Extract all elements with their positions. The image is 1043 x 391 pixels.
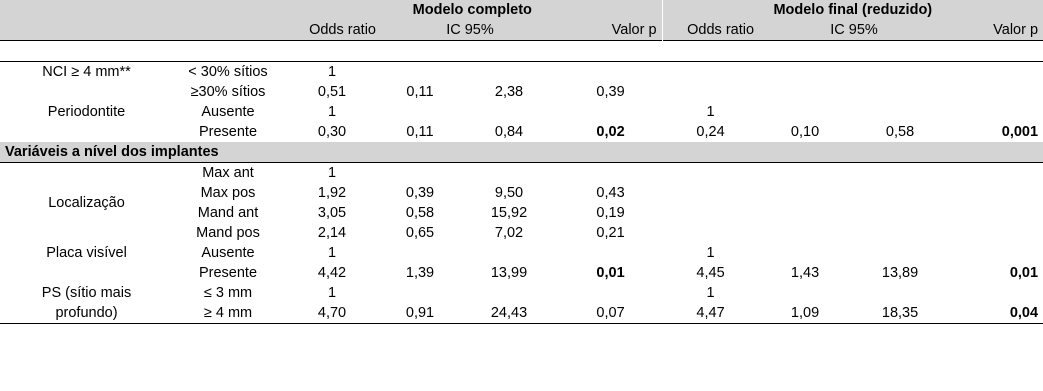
cell-hi2: 18,35 [851,303,949,324]
cell-p1: 0,07 [559,303,662,324]
cell-lo1: 0,58 [405,205,435,221]
cell-lo1: 0,91 [381,303,459,324]
cell-p1: 0,43 [596,185,625,201]
cell-hi1 [459,163,559,184]
row-sublabel: Presente [198,265,258,281]
table-row [0,102,1043,122]
cell-p1 [559,163,662,184]
col-valor-p-2: Valor p [949,20,1043,41]
cell-p2 [949,283,1043,303]
cell-or1: 1 [283,62,381,83]
cell-p2: 0,001 [1001,124,1039,140]
group-header-modelo-final: Modelo final (reduzido) [662,0,1043,20]
cell-lo2: 0,10 [790,124,820,140]
cell-lo2 [759,243,851,263]
section-title: Variáveis a nível dos implantes [0,142,1043,163]
row-sublabel: ≥30% sítios [190,84,266,100]
row-sublabel: ≥ 4 mm [173,303,283,324]
table-row [0,263,1043,283]
cell-lo1 [381,243,459,263]
cell-lo1: 0,65 [405,225,435,241]
table-row [0,62,1043,83]
cell-lo1: 1,39 [405,265,435,281]
row-sublabel: Max ant [173,163,283,184]
cell-p2 [949,62,1043,83]
cell-or2: 1 [706,285,715,301]
table-row [0,243,1043,263]
cell-hi2 [851,243,949,263]
cell-or2: 1 [706,245,715,261]
cell-p2 [949,243,1043,263]
cell-p2: 0,04 [949,303,1043,324]
cell-lo2 [759,82,851,102]
spacer-row [0,41,1043,62]
cell-hi2: 0,58 [885,124,915,140]
cell-or1: 1 [327,285,337,301]
cell-hi1: 9,50 [494,185,524,201]
table-row [0,303,1043,324]
row-sublabel: Mand pos [196,225,260,241]
cell-hi2 [851,82,949,102]
cell-lo2: 1,09 [759,303,851,324]
cell-hi2 [851,62,949,83]
col-ic95-1: IC 95% [381,20,559,41]
col-odds-ratio-1: Odds ratio [283,20,381,41]
row-label: Placa visível [46,245,127,261]
cell-p2 [949,102,1043,122]
cell-hi1 [459,62,559,83]
cell-lo2 [759,62,851,83]
cell-or1: 1 [327,245,337,261]
col-ic95-2: IC 95% [759,20,949,41]
cell-or2: 4,45 [696,265,725,281]
cell-or2: 4,47 [662,303,759,324]
cell-p1 [559,62,662,83]
cell-lo1 [381,283,459,303]
cell-lo1: 0,39 [405,185,435,201]
row-label: Periodontite [47,104,126,120]
cell-p1: 0,19 [596,205,625,221]
row-sublabel: Ausente [201,245,255,261]
cell-p1 [559,102,662,122]
row-sublabel: ≤ 3 mm [203,285,253,301]
header-columns-row [0,20,1043,41]
cell-lo1 [381,102,459,122]
cell-or2 [662,82,759,102]
cell-hi1: 15,92 [490,205,528,221]
cell-hi1: 7,02 [494,225,524,241]
cell-p1: 0,39 [596,84,625,100]
cell-p1: 0,02 [596,124,625,140]
row-sublabel: Ausente [201,104,255,120]
group-header-modelo-completo: Modelo completo [283,0,662,20]
cell-lo1 [381,62,459,83]
cell-p2 [949,82,1043,102]
cell-or1: 4,42 [317,265,347,281]
cell-or1: 2,14 [317,225,347,241]
header-group-row [0,0,1043,20]
cell-hi2: 13,89 [881,265,919,281]
row-sublabel: Mand ant [197,205,259,221]
cell-p1: 0,01 [596,265,625,281]
cell-lo1: 0,11 [406,84,434,100]
cell-p1 [559,243,662,263]
cell-lo2: 1,43 [790,265,820,281]
cell-hi2 [851,102,949,122]
cell-or1: 1 [327,104,337,120]
cell-hi1 [459,243,559,263]
cell-lo1 [381,163,459,184]
cell-p1: 0,21 [596,225,625,241]
cell-or1: 0,30 [317,124,347,140]
table-row [0,82,1043,102]
cell-lo2 [759,102,851,122]
cell-or1: 1 [283,163,381,184]
row-label-line2: profundo) [0,303,173,324]
row-sublabel: Presente [198,124,258,140]
row-label-line1: PS (sítio mais [41,285,132,301]
cell-hi1: 13,99 [490,265,528,281]
cell-or2 [662,62,759,83]
cell-or1: 3,05 [317,205,347,221]
col-odds-ratio-2: Odds ratio [662,20,759,41]
table-row [0,163,1043,184]
cell-lo1: 0,11 [406,124,434,140]
cell-hi1: 0,84 [494,124,524,140]
cell-or1: 4,70 [283,303,381,324]
cell-hi1: 24,43 [459,303,559,324]
cell-or2: 1 [706,104,715,120]
row-label: NCI ≥ 4 mm** [0,62,173,83]
cell-or1: 1,92 [317,185,347,201]
row-label: Localização [0,163,173,244]
table-row [0,122,1043,142]
table-row [0,283,1043,303]
cell-hi1 [459,102,559,122]
cell-hi1 [459,283,559,303]
cell-hi1: 2,38 [494,84,524,100]
cell-or1: 0,51 [317,84,347,100]
cell-p2: 0,01 [1009,265,1039,281]
section-header-row [0,142,1043,163]
col-valor-p-1: Valor p [559,20,662,41]
row-sublabel: Max pos [200,185,256,201]
cell-p1 [559,283,662,303]
cell-hi2 [851,283,949,303]
cell-or2: 0,24 [696,124,725,140]
cell-lo2 [759,283,851,303]
row-sublabel: < 30% sítios [173,62,283,83]
